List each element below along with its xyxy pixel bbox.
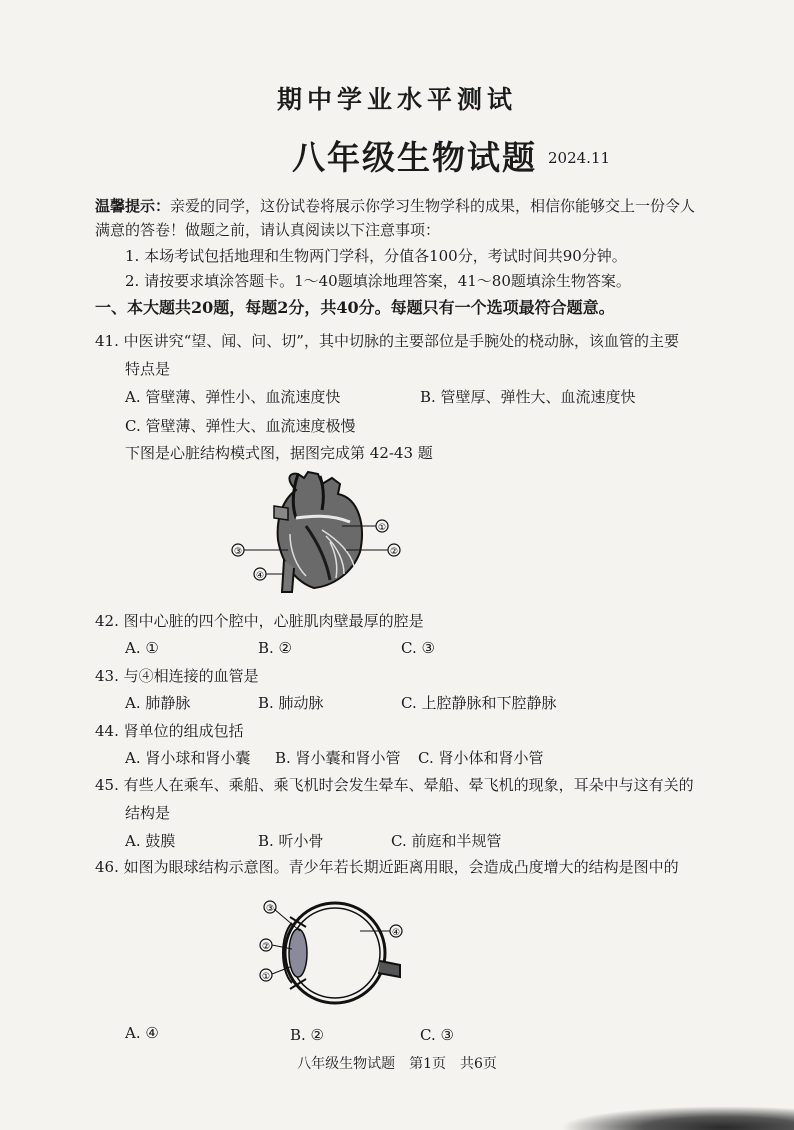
- scan-shadow: [560, 1106, 794, 1130]
- heart-label-4: ④: [255, 571, 265, 581]
- heart-diagram: [226, 470, 426, 600]
- exam-date: 2024.11: [548, 149, 611, 167]
- eye-diagram: [250, 895, 420, 1015]
- exam-subtitle: 八年级生物试题: [292, 138, 537, 177]
- tips-label: 温馨提示：: [95, 197, 171, 215]
- eye-label-4: ④: [391, 928, 401, 938]
- q45-option-c: C. 前庭和半规管: [391, 832, 502, 850]
- heart-intro: 下图是心脏结构模式图，据图完成第 42-43 题: [125, 444, 433, 462]
- q45-option-b: B. 听小骨: [258, 832, 324, 850]
- q45-option-a: A. 鼓膜: [125, 832, 176, 850]
- exam-title: 期中学业水平测试: [276, 85, 517, 114]
- q46-stem: 46. 如图为眼球结构示意图。青少年若长期近距离用眼，会造成凸度增大的结构是图中的: [95, 858, 679, 876]
- heart-shape: [274, 472, 362, 592]
- q45-stem-2: 结构是: [125, 804, 171, 822]
- heart-label-3: ③: [233, 547, 243, 557]
- q42-option-b: B. ②: [258, 639, 293, 657]
- q43-option-c: C. 上腔静脉和下腔静脉: [401, 694, 557, 712]
- q44-option-a: A. 肾小球和肾小囊: [125, 749, 251, 767]
- q46-option-c: C. ③: [420, 1026, 454, 1044]
- tips-text-1: 亲爱的同学，这份试卷将展示你学习生物学科的成果，相信你能够交上一份令人: [170, 197, 696, 215]
- q44-option-b: B. 肾小囊和肾小管: [275, 749, 401, 767]
- q41-option-a: A. 管壁薄、弹性小、血流速度快: [125, 388, 341, 406]
- q42-option-c: C. ③: [401, 639, 435, 657]
- eye-label-2: ②: [261, 942, 271, 952]
- heart-label-2: ②: [389, 547, 399, 557]
- q44-stem: 44. 肾单位的组成包括: [95, 722, 244, 740]
- q41-stem-2: 特点是: [125, 360, 171, 378]
- q43-option-a: A. 肺静脉: [125, 694, 191, 712]
- q45-stem-1: 45. 有些人在乘车、乘船、乘飞机时会发生晕车、晕船、晕飞机的现象，耳朵中与这有关的: [95, 776, 694, 794]
- q43-option-b: B. 肺动脉: [258, 694, 324, 712]
- heart-label-1: ①: [377, 523, 387, 533]
- eye-label-1: ①: [261, 972, 271, 982]
- q44-option-c: C. 肾小体和肾小管: [418, 749, 544, 767]
- tips-line-1: [95, 196, 695, 216]
- eyeball-shape: [283, 903, 400, 1003]
- q46-option-a: A. ④: [125, 1024, 159, 1042]
- tips-line-2: 满意的答卷！做题之前，请认真阅读以下注意事项：: [95, 221, 441, 239]
- q41-option-b: B. 管壁厚、弹性大、血流速度快: [420, 388, 636, 406]
- q41-stem-1: 41. 中医讲究“望、闻、问、切”，其中切脉的主要部位是手腕处的桡动脉，该血管的主要: [95, 332, 679, 350]
- page-footer: 八年级生物试题 第1页 共6页: [297, 1056, 497, 1072]
- q46-option-b: B. ②: [290, 1026, 325, 1044]
- tips-item-1: 1. 本场考试包括地理和生物两门学科，分值各100分，考试时间共90分钟。: [125, 247, 627, 265]
- q43-stem: 43. 与④相连接的血管是: [95, 667, 259, 685]
- tips-item-2: 2. 请按要求填涂答题卡。1～40题填涂地理答案，41～80题填涂生物答案。: [125, 272, 631, 290]
- q42-option-a: A. ①: [125, 639, 159, 657]
- q41-option-c: C. 管壁薄、弹性大、血流速度极慢: [125, 417, 356, 435]
- q42-stem: 42. 图中心脏的四个腔中，心脏肌肉壁最厚的腔是: [95, 612, 424, 630]
- eye-label-3: ③: [265, 904, 275, 914]
- section-heading: 一、本大题共20题，每题2分，共40分。每题只有一个选项最符合题意。: [95, 298, 615, 317]
